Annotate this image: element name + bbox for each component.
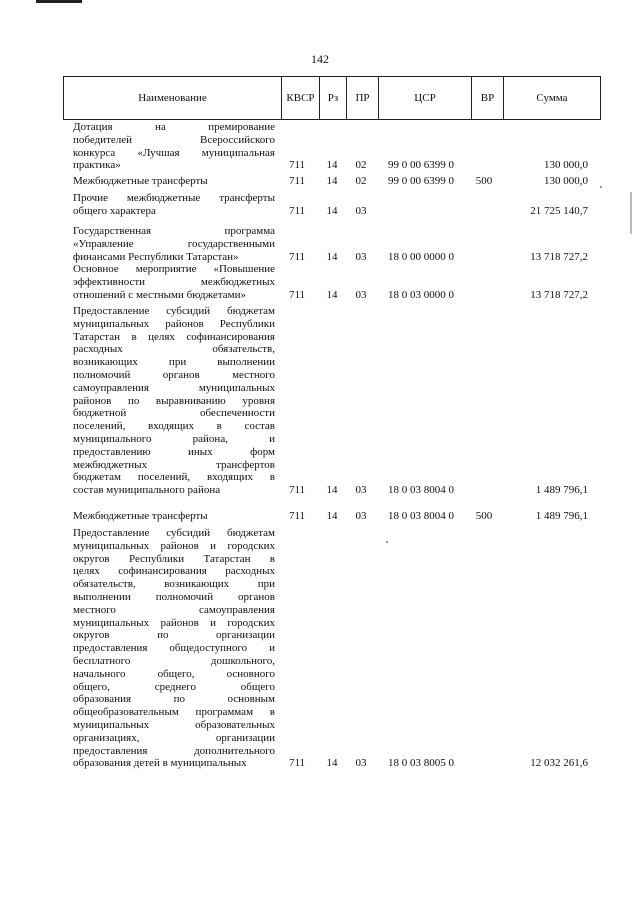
rz-cell: 14 xyxy=(326,484,338,497)
rz-cell: 14 xyxy=(326,204,338,217)
page-number: 142 xyxy=(311,52,329,66)
row-name-line: бюджетам поселений, входящих в xyxy=(73,471,275,484)
row-name-line: местного самоуправления xyxy=(73,603,275,616)
row-name-line: состав муниципального района xyxy=(73,484,221,497)
pr-cell: 03 xyxy=(355,757,367,770)
pr-cell: 03 xyxy=(355,250,367,263)
row-name-line: муниципальных образовательных xyxy=(73,718,275,731)
rz-cell: 14 xyxy=(326,175,338,187)
sum-cell: 13 718 727,2 xyxy=(530,288,588,301)
row-name-line: образования по основным xyxy=(73,693,275,706)
row-name-line: возникающих при выполнении xyxy=(73,356,275,369)
row-name-line: эффективности межбюджетных xyxy=(73,275,275,288)
scan-margin-mark xyxy=(630,192,632,234)
row-name-line: выполнении полномочий органов xyxy=(73,590,275,603)
row-name-line: обязательств, возникающих при xyxy=(73,578,275,591)
col-header-rz: Рз xyxy=(319,77,346,119)
kvsr-cell: 711 xyxy=(288,204,306,217)
row-name-line: округов по организации xyxy=(73,629,275,642)
pr-cell: 03 xyxy=(355,288,367,301)
row-name-line: бюджетной обеспеченности xyxy=(73,407,275,420)
rz-cell: 14 xyxy=(326,159,338,172)
sum-cell: 130 000,0 xyxy=(544,175,588,187)
csr-cell: 18 0 03 8004 0 xyxy=(388,510,454,522)
csr-cell: 18 0 03 0000 0 xyxy=(388,288,454,301)
row-name xyxy=(73,305,275,497)
rz-cell: 14 xyxy=(326,288,338,301)
sum-cell: 1 489 796,1 xyxy=(535,510,588,522)
vr-cell: 500 xyxy=(475,510,493,522)
csr-cell: 18 0 00 0000 0 xyxy=(388,250,454,263)
row-name xyxy=(73,175,275,188)
row-name-line: конкурса «Лучшая муниципальная xyxy=(73,146,275,159)
col-header-pr: ПР xyxy=(346,77,378,119)
row-name-line: самоуправления муниципальных xyxy=(73,381,275,394)
table-header xyxy=(63,76,601,120)
scan-speck xyxy=(386,541,388,543)
row-name xyxy=(73,192,275,218)
row-name-line: предоставления общедоступного и xyxy=(73,642,275,655)
row-name-line: межбюджетных трансфертов xyxy=(73,458,275,471)
kvsr-cell: 711 xyxy=(288,757,306,770)
rz-cell: 14 xyxy=(326,757,338,770)
row-name xyxy=(73,225,275,263)
row-name-line: практика» xyxy=(73,159,121,172)
sum-cell: 12 032 261,6 xyxy=(530,757,588,770)
row-name-line: целях софинансирования расходных xyxy=(73,565,275,578)
sum-cell: 130 000,0 xyxy=(544,159,588,172)
col-header-vr: ВР xyxy=(471,77,503,119)
row-name-line: муниципальных районов и городских xyxy=(73,616,275,629)
row-name xyxy=(73,263,275,301)
row-name-line: поселений, входящих в состав xyxy=(73,420,275,433)
row-name-line: общего, среднего общего xyxy=(73,680,275,693)
row-name-line: расходных обязательств, xyxy=(73,343,275,356)
kvsr-cell: 711 xyxy=(288,175,306,187)
rz-cell: 14 xyxy=(326,510,338,522)
row-name-line: организациях, организации xyxy=(73,731,275,744)
row-name-line: Прочие межбюджетные трансферты xyxy=(73,192,275,204)
row-name-line: «Управление государственными xyxy=(73,237,275,250)
row-name-line: Дотация на премирование xyxy=(73,121,275,133)
col-header-csr: ЦСР xyxy=(378,77,471,119)
row-name-line: Государственная программа xyxy=(73,225,275,237)
row-name-line: Предоставление субсидий бюджетам xyxy=(73,305,275,317)
kvsr-cell: 711 xyxy=(288,288,306,301)
row-name xyxy=(73,121,275,172)
vr-cell: 500 xyxy=(475,175,493,187)
pr-cell: 03 xyxy=(355,510,367,522)
pr-cell: 03 xyxy=(355,204,367,217)
row-name-line: муниципальных районов Республики xyxy=(73,317,275,330)
row-name-line: полномочий органов местного xyxy=(73,368,275,381)
pr-cell: 02 xyxy=(355,159,367,172)
row-name-line: Предоставление субсидий бюджетам xyxy=(73,527,275,539)
pr-cell: 02 xyxy=(355,175,367,187)
scan-artifact-bar xyxy=(36,0,82,3)
pr-cell: 03 xyxy=(355,484,367,497)
row-name-line: общеобразовательным программам в xyxy=(73,706,275,719)
row-name-line: Межбюджетные трансферты xyxy=(73,175,208,187)
kvsr-cell: 711 xyxy=(288,510,306,522)
kvsr-cell: 711 xyxy=(288,250,306,263)
csr-cell: 99 0 00 6399 0 xyxy=(388,175,454,187)
row-name-line: предоставлению иных форм xyxy=(73,445,275,458)
row-name-line: образования детей в муниципальных xyxy=(73,757,247,770)
csr-cell: 99 0 00 6399 0 xyxy=(388,159,454,172)
csr-cell: 18 0 03 8005 0 xyxy=(388,757,454,770)
row-name-line: общего характера xyxy=(73,204,156,217)
row-name-line: победителей Всероссийского xyxy=(73,133,275,146)
row-name-line: отношений с местными бюджетами» xyxy=(73,288,246,301)
csr-cell: 18 0 03 8004 0 xyxy=(388,484,454,497)
rz-cell: 14 xyxy=(326,250,338,263)
row-name-line: предоставления дополнительного xyxy=(73,744,275,757)
kvsr-cell: 711 xyxy=(288,159,306,172)
row-name-line: финансами Республики Татарстан» xyxy=(73,250,239,263)
row-name xyxy=(73,510,275,523)
col-header-kvsr: КВСР xyxy=(281,77,319,119)
col-header-name: Наименование xyxy=(138,92,207,104)
kvsr-cell: 711 xyxy=(288,484,306,497)
sum-cell: 21 725 140,7 xyxy=(530,204,588,217)
row-name-line: округов Республики Татарстан в xyxy=(73,552,275,565)
row-name-line: Татарстан в целях софинансирования xyxy=(73,330,275,343)
row-name-line: районов по выравниванию уровня xyxy=(73,394,275,407)
row-name-line: муниципального района, и xyxy=(73,432,275,445)
row-name-line: бесплатного дошкольного, xyxy=(73,654,275,667)
col-header-sum: Сумма xyxy=(503,77,600,119)
row-name-line: Межбюджетные трансферты xyxy=(73,510,208,522)
row-name-line: муниципальных районов и городских xyxy=(73,539,275,552)
sum-cell: 13 718 727,2 xyxy=(530,250,588,263)
scan-speck xyxy=(600,186,602,188)
row-name-line: Основное мероприятие «Повышение xyxy=(73,263,275,275)
row-name-line: начального общего, основного xyxy=(73,667,275,680)
row-name xyxy=(73,527,275,770)
sum-cell: 1 489 796,1 xyxy=(535,484,588,497)
